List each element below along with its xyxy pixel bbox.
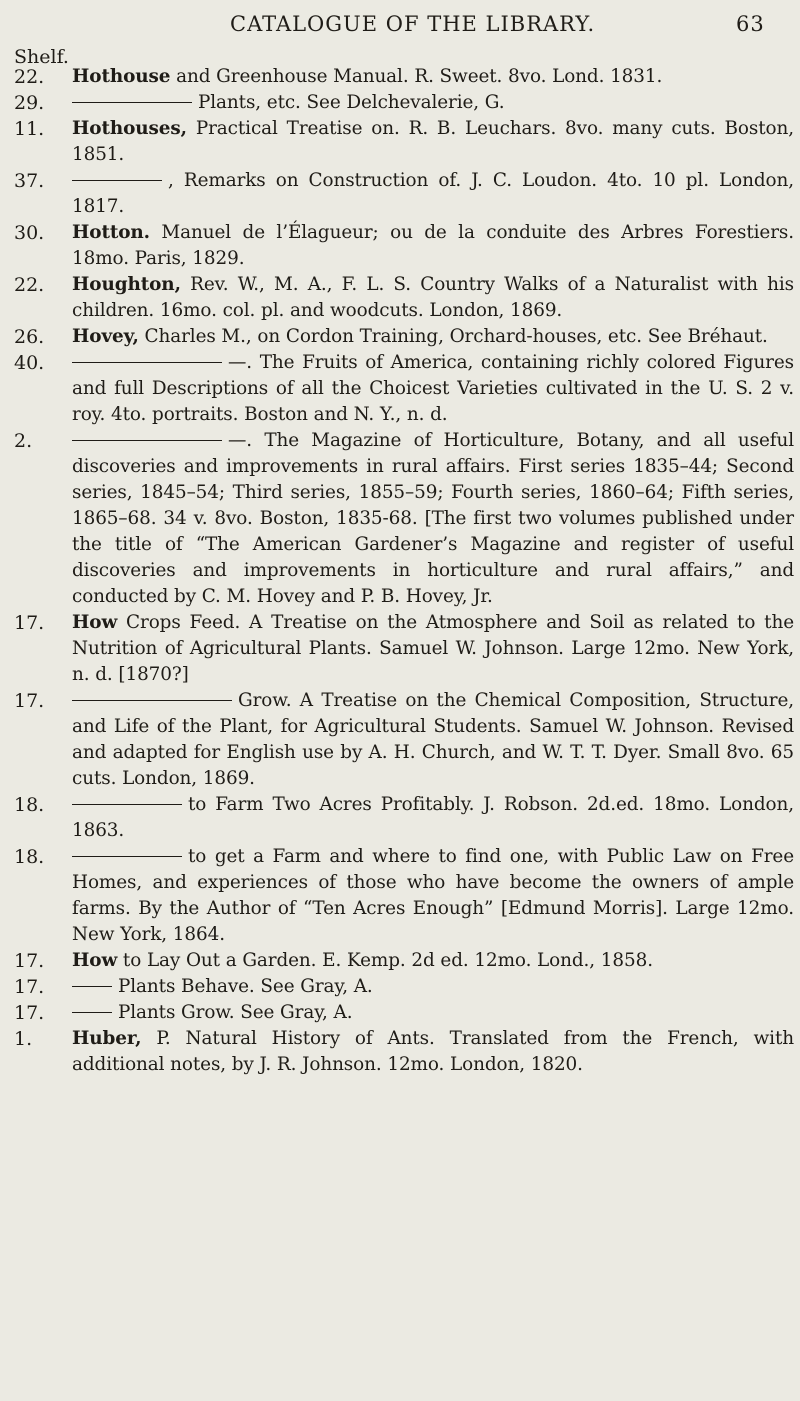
shelf-number: 17. <box>14 950 45 972</box>
entry-body: Crops Feed. A Treatise on the Atmosphere and Soil as related to the Nutrition of Agricultural Plants. Samuel W. Johnson. Large 12mo. New York, n. d. [1870?] <box>72 612 794 685</box>
entry-heading: Hotton. <box>72 222 150 243</box>
ditto-dash <box>72 102 192 103</box>
entry-text <box>72 272 794 324</box>
entry-text <box>72 1000 794 1026</box>
catalogue-entry <box>14 350 794 428</box>
catalogue-entry <box>14 116 794 168</box>
catalogue-entry <box>14 220 794 272</box>
catalogue-entry <box>14 844 794 948</box>
entry-body: Charles M., on Cordon Training, Orchard-houses, etc. See Bréhaut. <box>138 326 768 347</box>
catalogue-entry <box>14 272 794 324</box>
running-title: CATALOGUE OF THE LIBRARY. <box>230 12 596 36</box>
entry-body: Practical Treatise on. R. B. Leuchars. 8vo. many cuts. Boston, 1851. <box>72 118 794 165</box>
catalogue-entry <box>14 1000 794 1026</box>
entry-heading: How <box>72 950 118 971</box>
ditto-dash <box>72 986 112 987</box>
entry-text <box>72 220 794 272</box>
entry-text <box>72 792 794 844</box>
entry-body: to Lay Out a Garden. E. Kemp. 2d ed. 12mo. Lond., 1858. <box>117 950 653 971</box>
catalogue-entries <box>14 64 794 1078</box>
ditto-dash <box>72 1012 112 1013</box>
shelf-number: 1. <box>14 1028 33 1050</box>
entry-text <box>72 1026 794 1078</box>
entry-body: and Greenhouse Manual. R. Sweet. 8vo. Lond. 1831. <box>170 66 663 87</box>
shelf-number: 17. <box>14 690 45 712</box>
shelf-number: 17. <box>14 1002 45 1024</box>
entry-heading: Houghton, <box>72 274 181 295</box>
shelf-number: 22. <box>14 66 45 88</box>
shelf-column-label: Shelf. <box>14 46 69 68</box>
shelf-number: 30. <box>14 222 45 244</box>
entry-body: Plants Grow. See Gray, A. <box>118 1002 353 1023</box>
shelf-number: 40. <box>14 352 45 374</box>
entry-body: to get a Farm and where to find one, with Public Law on Free Homes, and experiences of those who have become the owners of ample farms. By the Author of “Ten Acres Enough” [Edmund Morris]. Large 12mo. New York, 1864. <box>72 846 794 945</box>
shelf-number: 29. <box>14 92 45 114</box>
entry-text <box>72 90 794 116</box>
entry-text <box>72 116 794 168</box>
entry-body: —. The Fruits of America, containing richly colored Figures and full Descriptions of all the Choicest Varieties cultivated in the U. S. 2 v. roy. 4to. portraits. Boston and N. Y., n. d. <box>72 352 794 425</box>
shelf-number: 11. <box>14 118 45 140</box>
catalogue-entry <box>14 324 794 350</box>
catalogue-entry <box>14 688 794 792</box>
ditto-dash <box>72 700 232 701</box>
shelf-number: 2. <box>14 430 33 452</box>
catalogue-entry <box>14 1026 794 1078</box>
catalogue-entry <box>14 792 794 844</box>
ditto-dash <box>72 440 222 441</box>
page-number: 63 <box>736 12 765 36</box>
entry-body: Plants Behave. See Gray, A. <box>118 976 373 997</box>
entry-heading: Hovey, <box>72 326 139 347</box>
catalogue-entry <box>14 428 794 610</box>
shelf-number: 26. <box>14 326 45 348</box>
catalogue-entry <box>14 90 794 116</box>
entry-text <box>72 428 794 610</box>
entry-text <box>72 610 794 688</box>
shelf-number: 22. <box>14 274 45 296</box>
catalogue-entry <box>14 948 794 974</box>
entry-text <box>72 324 794 350</box>
entry-body: , Remarks on Construction of. J. C. Loudon. 4to. 10 pl. London, 1817. <box>72 170 794 217</box>
entry-text <box>72 350 794 428</box>
entry-text <box>72 168 794 220</box>
shelf-number: 37. <box>14 170 45 192</box>
entry-heading: Hothouse <box>72 66 171 87</box>
entry-text <box>72 64 794 90</box>
catalogue-entry <box>14 64 794 90</box>
shelf-number: 18. <box>14 794 45 816</box>
shelf-number: 17. <box>14 612 45 634</box>
ditto-dash <box>72 804 182 805</box>
entry-text <box>72 688 794 792</box>
entry-body: to Farm Two Acres Profitably. J. Robson. 2d.ed. 18mo. London, 1863. <box>72 794 794 841</box>
shelf-number: 17. <box>14 976 45 998</box>
entry-heading: How <box>72 612 118 633</box>
catalogue-entry <box>14 168 794 220</box>
ditto-dash <box>72 180 162 181</box>
entry-body: P. Natural History of Ants. Translated from the French, with additional notes, by J. R. Johnson. 12mo. London, 1820. <box>72 1028 794 1075</box>
entry-heading: Hothouses, <box>72 118 187 139</box>
catalogue-entry <box>14 610 794 688</box>
entry-text <box>72 844 794 948</box>
catalogue-entry <box>14 974 794 1000</box>
ditto-dash <box>72 856 182 857</box>
ditto-dash <box>72 362 222 363</box>
entry-body: Manuel de l’Élagueur; ou de la conduite des Arbres Forestiers. 18mo. Paris, 1829. <box>72 222 794 269</box>
entry-body: Grow. A Treatise on the Chemical Composition, Structure, and Life of the Plant, for Agricultural Students. Samuel W. Johnson. Revised and adapted for English use by A. H. Church, and W. T. T. Dyer. Small 8vo. 65 cuts. London, 1869. <box>72 690 794 789</box>
shelf-number: 18. <box>14 846 45 868</box>
entry-text <box>72 974 794 1000</box>
entry-body: —. The Magazine of Horticulture, Botany, and all useful discoveries and improvements in rural affairs. First series 1835–44; Second series, 1845–54; Third series, 1855–59; Fourth series, 1860–64; Fifth series, 1865–68. 34 v. 8vo. Boston, 1835-68. [The first two volumes published under the title of “The American Gardener’s Magazine and register of useful discoveries and improvements in horticulture and rural affairs,” and conducted by C. M. Hovey and P. B. Hovey, Jr. <box>72 430 794 607</box>
entry-heading: Huber, <box>72 1028 142 1049</box>
entry-text <box>72 948 794 974</box>
entry-body: Rev. W., M. A., F. L. S. Country Walks of a Naturalist with his children. 16mo. col. pl. and woodcuts. London, 1869. <box>72 274 794 321</box>
entry-body: Plants, etc. See Delchevalerie, G. <box>198 92 505 113</box>
